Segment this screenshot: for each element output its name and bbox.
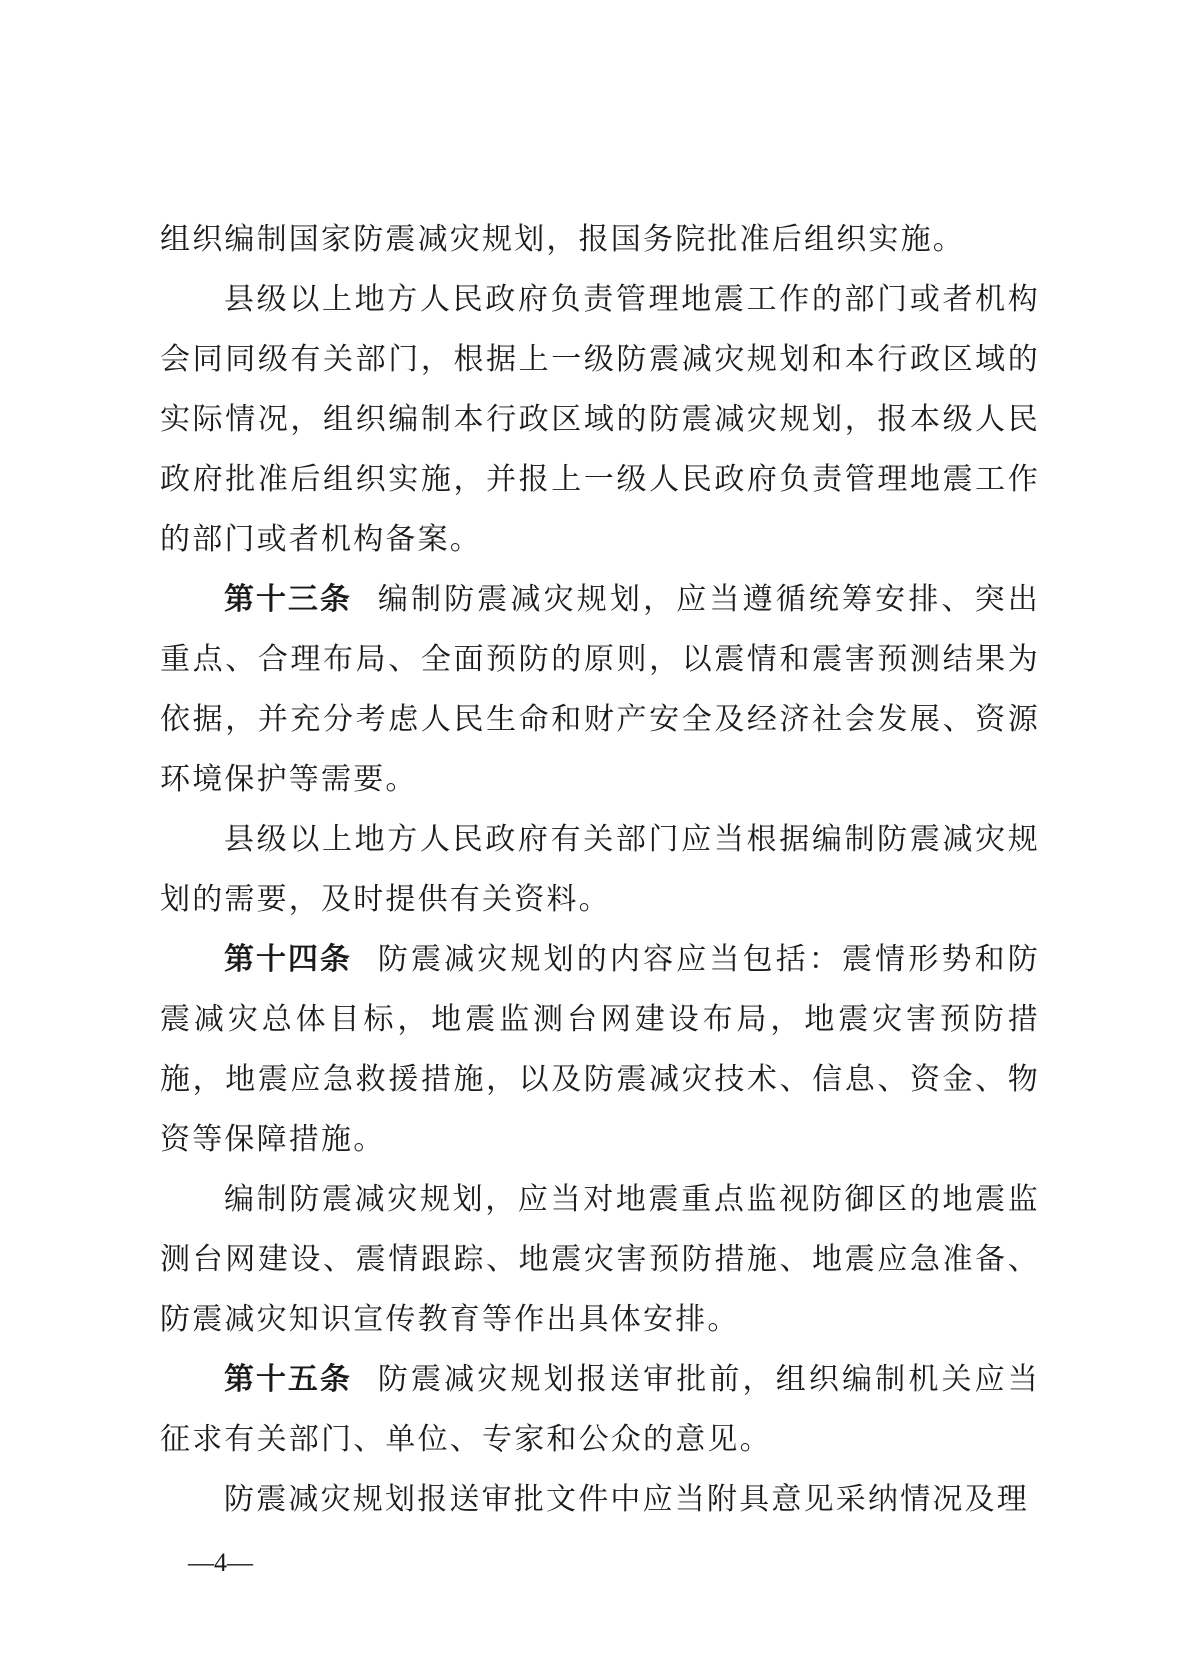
paragraph-text: 编制防震减灾规划，应当对地震重点监视防御区的地震监测台网建设、震情跟踪、地震灾害预防措施、地震应急准备、防震减灾知识宣传教育等作出具体安排。 [160,1182,1040,1337]
body-text [160,210,1040,1530]
paragraph-6 [160,1170,1040,1350]
paragraph-2 [160,270,1040,570]
paragraph-text: 编制防震减灾规划，应当遵循统筹安排、突出重点、合理布局、全面预防的原则，以震情和震害预测结果为依据，并充分考虑人民生命和财产安全及经济社会发展、资源环境保护等需要。 [160,582,1041,797]
paragraph-text: 县级以上地方人民政府有关部门应当根据编制防震减灾规划的需要，及时提供有关资料。 [160,822,1040,917]
article-13 [160,570,1040,810]
article-label: 第十四条 [224,942,352,977]
paragraph-text: 防震减灾规划报送审批前，组织编制机关应当征求有关部门、单位、专家和公众的意见。 [160,1362,1041,1457]
article-14 [160,930,1040,1170]
page-number: —4— [188,1548,253,1577]
article-15 [160,1350,1040,1470]
article-label: 第十五条 [224,1362,352,1397]
paragraph-text: 防震减灾规划的内容应当包括：震情形势和防震减灾总体目标，地震监测台网建设布局，地震灾害预防措施，地震应急救援措施，以及防震减灾技术、信息、资金、物资等保障措施。 [160,942,1041,1157]
paragraph-8 [160,1470,1040,1530]
paragraph-1 [160,210,1040,270]
article-label: 第十三条 [224,582,352,617]
paragraph-text: 防震减灾规划报送审批文件中应当附具意见采纳情况及理 [224,1482,1029,1517]
paragraph-text: 组织编制国家防震减灾规划，报国务院批准后组织实施。 [160,222,965,257]
paragraph-text: 县级以上地方人民政府负责管理地震工作的部门或者机构会同同级有关部门，根据上一级防震减灾规划和本行政区域的实际情况，组织编制本行政区域的防震减灾规划，报本级人民政府批准后组织实施，并报上一级人民政府负责管理地震工作的部门或者机构备案。 [160,282,1040,557]
paragraph-4 [160,810,1040,930]
